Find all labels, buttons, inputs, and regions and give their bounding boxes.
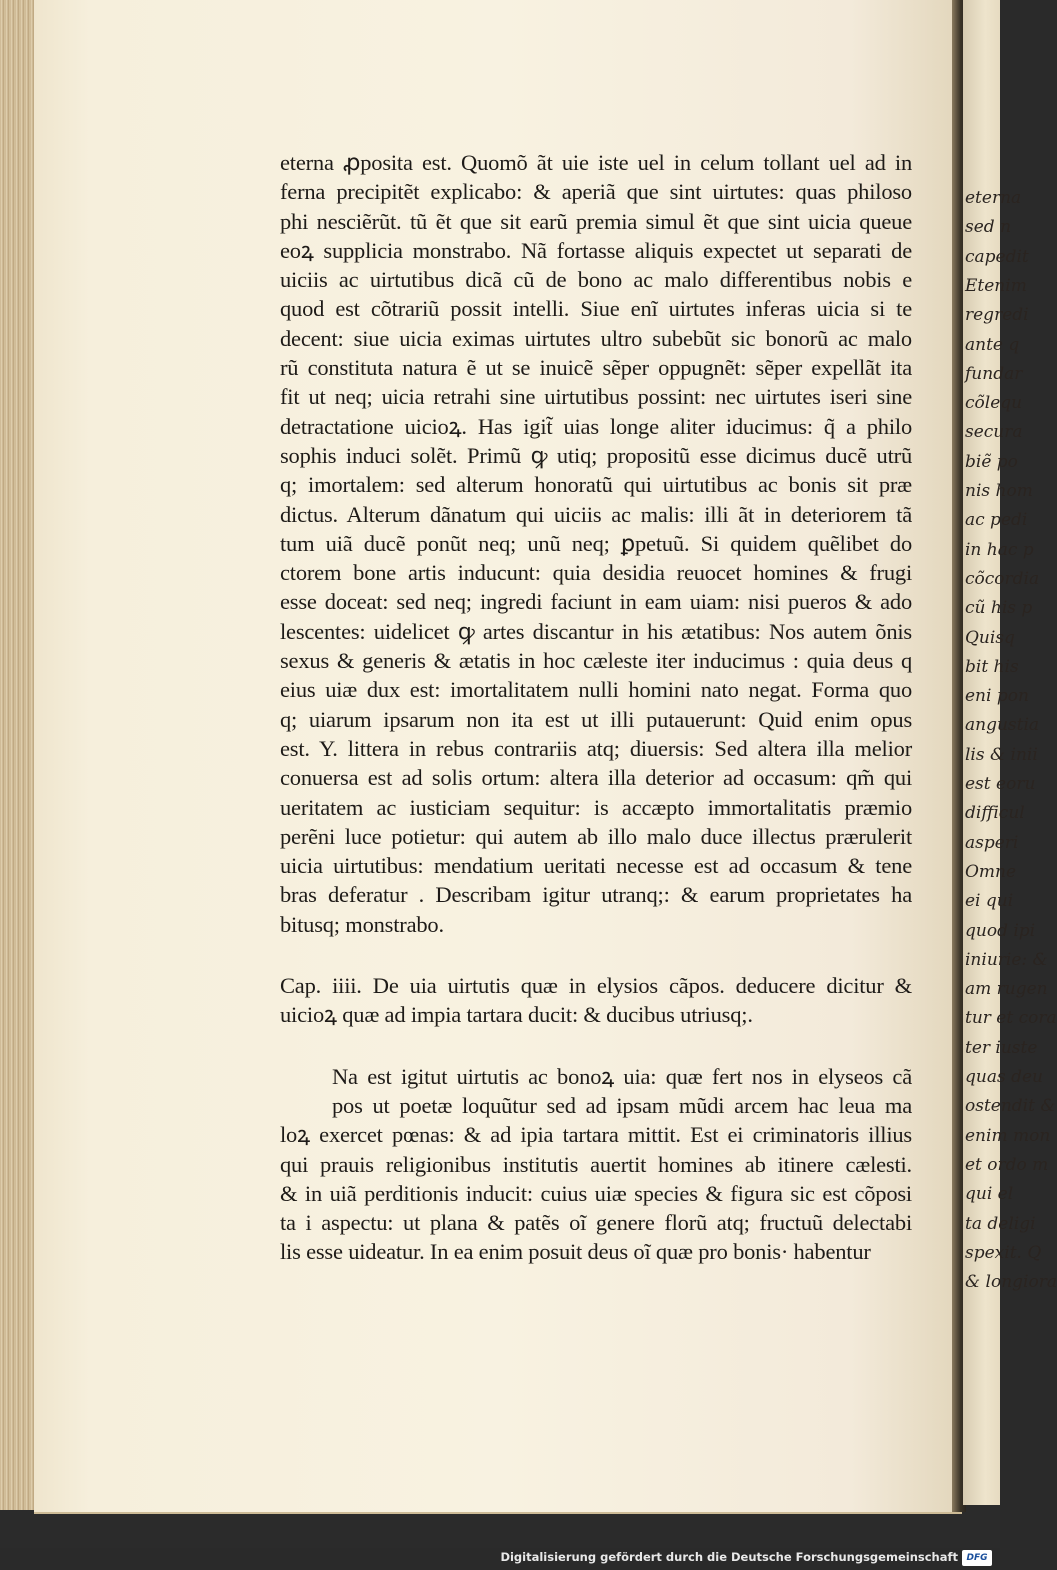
facing-page-fragment: secura <box>965 422 1023 443</box>
facing-page-fragment: in hac p <box>965 539 1034 560</box>
facing-page-fragment: tur et cora <box>965 1008 1057 1029</box>
text-line: sexus & generis & ætatis in hoc cæleste iter inducimus : quia deus q <box>280 648 912 674</box>
facing-page-fragment: am rugen <box>965 979 1048 1000</box>
text-line: uicioꝝ quæ ad impia tartara ducit: & ducibus utriusq;. <box>280 1002 753 1028</box>
footer-credit: Digitalisierung gefördert durch die Deutsche Forschungsgemeinschaft <box>500 1550 958 1564</box>
dfg-logo-text: DFG <box>966 1553 988 1563</box>
text-line: ctorem bone artis inducunt: quia desidia reuocet homines & frugi <box>280 560 912 586</box>
facing-page-fragment: eterna <box>965 188 1022 208</box>
facing-page-fragment: cõcordia <box>965 568 1040 589</box>
paragraph-gap <box>280 1030 912 1062</box>
facing-page-fragment: spexit. Q <box>965 1242 1042 1263</box>
text-line: eoꝝ supplicia monstrabo. Nã fortasse aliquis expectet ut separati de <box>280 237 912 263</box>
text-line: dictus. Alterum dãnatum qui uiciis ac malis: illi ãt in deteriorem tã <box>280 501 912 527</box>
facing-page-fragment: fundar <box>965 363 1023 384</box>
text-line: q; uiarum ipsarum non ita est ut illi putauerunt: Quid enim opus <box>280 706 912 732</box>
facing-page <box>963 0 1057 1505</box>
facing-page-fragment: capedit <box>965 246 1029 267</box>
facing-page-fragment: enim mon <box>965 1125 1051 1146</box>
text-line: phi nesciẽrũt. tũ ẽt que sit earũ premia simul ẽt que sint uicia queue <box>280 208 912 234</box>
text-line: lis esse uideatur. In ea enim posuit deus oĩ quæ pro bonis· habentur <box>280 1239 871 1265</box>
text-line: fit ut neq; uicia retrahi sine uirtutibus possint: nec uirtutes iseri sine <box>280 384 912 410</box>
text-line: ta i aspectu: ut plana & patẽs oĩ genere florũ atq; fructuũ delectabi <box>280 1210 912 1236</box>
facing-page-fragment: Etenim <box>965 275 1027 296</box>
text-line: uiciis ac uirtutibus dicã cũ de bono ac malo differentibus nobis e <box>280 267 912 293</box>
text-line: ferna precipitẽt explicabo: & aperiã que sint uirtutes: quas philoso <box>280 179 912 205</box>
text-line: pos ut poetæ loquũtur sed ad ipsam mũdi arcem hac leua ma <box>332 1092 912 1118</box>
facing-page-fragment: cõlequ <box>965 393 1023 414</box>
text-line: bras deferatur . Describam igitur utranq;: & earum proprietates ha <box>280 882 912 908</box>
facing-page-fragment: & longiora <box>965 1272 1057 1293</box>
text-line: uicia uirtutibus: mendatium ueritati necesse est ad occasum & tene <box>280 853 912 879</box>
facing-page-fragment: et ordo m <box>965 1154 1049 1175</box>
facing-page-fragment: lis & inii <box>965 744 1038 765</box>
text-line: sophis induci solẽt. Primũ ꝙ utiq; propositũ esse dicimus ducẽ utrũ <box>280 442 912 468</box>
text-line: Na est igitut uirtutis ac bonoꝝ uia: quæ fert nos in elyseos cã <box>332 1063 912 1089</box>
facing-page-fragment: quas deu <box>965 1067 1043 1087</box>
facing-page-fragment: regredi <box>965 305 1029 326</box>
text-line: loꝝ exercet pœnas: & ad ipia tartara mittit. Est ei criminatoris illius <box>280 1122 912 1148</box>
facing-page-fragment: biẽ po <box>965 451 1018 472</box>
facing-page-fragment: asperi <box>965 832 1019 853</box>
text-line: quod est cõtrariũ possit intelli. Siue enĩ uirtutes inferas uicia si te <box>280 296 912 322</box>
facing-page-fragment: iniurie: & <box>965 949 1048 970</box>
text-line: q; imortalem: sed alterum honoratũ qui uirtutibus ac bonis sit præ <box>280 472 912 498</box>
text-line: esse doceat: sed neq; ingredi faciunt in eam uiam: nisi pueros & ado <box>280 589 912 615</box>
text-line: decent: siue uicia eximas uirtutes ultro subebũt sic bonorũ ac malo <box>280 325 912 351</box>
facing-page-fragment: eni pon <box>965 686 1029 707</box>
facing-page-fragment: Omne <box>965 861 1017 882</box>
text-paragraph-2 <box>280 1062 912 1267</box>
facing-page-fragment: cũ his p <box>965 598 1033 619</box>
facing-page-fragment: ta deligi <box>965 1213 1036 1234</box>
text-line: conuersa est ad solis ortum: altera illa deterior ad occasum: qm̃ qui <box>280 765 912 791</box>
facing-page-fragment: difficul <box>965 803 1025 824</box>
facing-page-fragment: est eoru <box>965 774 1036 794</box>
facing-page-fragment: ei qui <box>965 891 1014 912</box>
text-line: lescentes: uidelicet ꝙ artes discantur in his ætatibus: Nos autem õnis <box>280 618 912 644</box>
facing-page-fragment: ostendit & <box>965 1096 1056 1117</box>
text-line: bitusq; monstrabo. <box>280 911 444 937</box>
text-paragraph-1 <box>280 148 912 939</box>
facing-page-fragment: ter iuste <box>965 1037 1038 1058</box>
text-line: tum uiã ducẽ ponũt neq; unũ neq; ꝑpetuũ. Si quidem quẽlibet do <box>280 530 912 556</box>
text-line: eterna ꝓposita est. Quomõ ãt uie iste uel in celum tollant uel ad in <box>280 150 912 175</box>
facing-page-fragment: sed n <box>965 217 1012 238</box>
text-line: detractatione uicioꝝ. Has igit̃ uias longe aliter iducimus: q̃ a philo <box>280 413 912 439</box>
facing-page-fragment: qui el <box>965 1184 1014 1205</box>
facing-page-fragment: nis hom <box>965 481 1033 501</box>
text-line: qui prauis religionibus institutis auertit homines ab itinere cælesti. <box>280 1151 912 1177</box>
facing-page-fragment: Quisq <box>965 627 1015 648</box>
text-line: & in uiã perditionis inducit: cuius uiæ species & figura sic est cõposi <box>280 1180 912 1206</box>
text-line: est. Y. littera in rebus contrariis atq; diuersis: Sed altera illa melior <box>280 735 912 761</box>
page-text <box>280 148 912 1267</box>
text-line: rũ constituta natura ẽ ut se inuicẽ sẽper oppugnẽt: sẽper expellãt ita <box>280 355 912 381</box>
dfg-logo <box>962 1550 992 1566</box>
text-line: ueritatem ac iusticiam sequitur: is accæpto immortalitatis præmio <box>280 794 912 820</box>
facing-page-fragment: angustia <box>965 715 1040 736</box>
facing-page-fragment: ante q <box>965 334 1020 355</box>
facing-page-fragment: ac pedi <box>965 510 1028 531</box>
text-line: eius uiæ dux est: imortalitatem nulli homini nato negat. Forma quo <box>280 677 912 703</box>
chapter-heading <box>280 971 912 1030</box>
text-line: perẽni luce potietur: qui autem ab illo malo duce illectus prærulerit <box>280 823 912 849</box>
text-line: Cap. iiii. De uia uirtutis quæ in elysios cãpos. deducere dicitur & <box>280 973 912 999</box>
facing-page-fragment: bit his <box>965 656 1019 677</box>
facing-page-fragment: quod ipi <box>965 920 1036 941</box>
paragraph-gap <box>280 939 912 971</box>
